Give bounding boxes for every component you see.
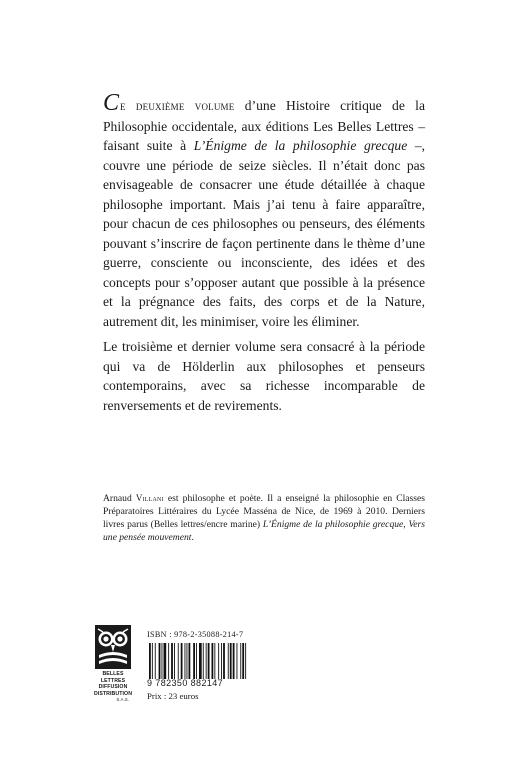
summary-text-b: –, couvre une période de seize siècles. Il n’était donc pas envisageable de consacrer une étude détaillée à chaque philosophe important. Mais j’ai tenu à faire apparaître, pour chacun de ces philosophes ou penseurs, des éléments pouvant s’inscrire de façon pertinente dans le thème d’une guerre, consciente ou inconsciente, des idées et des concepts pour s’opposer autant que possible à la présence et la prégnance des faits, des corps et de la Nature, autrement dit, les minimiser, voire les éliminer. <box>103 138 426 329</box>
summary-paragraph-1 <box>103 90 426 331</box>
barcode-bar <box>206 643 207 679</box>
bio-separator: , <box>403 519 409 530</box>
barcode-bar <box>237 643 238 679</box>
drop-cap: C <box>103 90 120 116</box>
barcode-bar <box>228 643 229 679</box>
barcode-bar <box>223 643 225 679</box>
barcode-bar <box>240 643 241 679</box>
publisher-name <box>91 671 135 704</box>
barcode <box>147 643 257 679</box>
isbn: ISBN : 978-2-35088-214-7 <box>147 630 244 639</box>
barcode-bar <box>152 643 153 679</box>
bio-book-1: L’Énigme de la philosophie grecque <box>262 519 404 530</box>
barcode-digits: 9 782350 882147 <box>147 678 224 688</box>
barcode-bar <box>168 643 169 679</box>
back-cover-footer <box>91 625 291 705</box>
summary-paragraph-2: Le troisième et dernier volume sera consacré à la période qui va de Hölderlin aux philosophes et penseurs contemporains, avec sa richesse incomparable de renversements et de revirements. <box>103 339 425 413</box>
barcode-bar <box>214 643 215 679</box>
barcode-bar <box>164 643 167 679</box>
publisher-logo <box>91 625 135 705</box>
author-first-name: Arnaud <box>103 493 136 504</box>
bio-end: . <box>191 532 194 543</box>
barcode-bar <box>155 643 156 679</box>
opening-smallcaps: e deuxième volume <box>120 99 235 113</box>
barcode-bar <box>159 643 161 679</box>
barcode-bar <box>208 643 210 679</box>
barcode-bar <box>193 643 195 679</box>
barcode-bar <box>221 643 222 679</box>
author-bio-paragraph <box>103 492 425 544</box>
barcode-bar <box>203 643 204 679</box>
barcode-bar <box>178 643 179 679</box>
barcode-bar <box>185 643 186 679</box>
book-title-italic: L’Énigme de la philosophie grecque <box>193 138 408 153</box>
publisher-line-3: DISTRIBUTION <box>93 690 133 697</box>
publisher-line-1: BELLES LETTRES <box>100 671 126 684</box>
price: Prix : 23 euros <box>147 691 199 701</box>
author-bio <box>103 492 425 544</box>
barcode-bar <box>149 643 151 679</box>
bio-text: est philosophe et poète. Il a enseigné la philosophie en Classes Préparatoires Littéraires du Lycée Masséna de Nice, de 1969 à 2010. Derniers livres parus (Belles lettres/encre marine) <box>103 493 426 530</box>
barcode-bar <box>187 643 188 679</box>
bio-book-2: Vers une pensée mouvement <box>103 519 426 543</box>
author-last-name: Villani <box>135 493 164 503</box>
barcode-bar <box>171 643 173 679</box>
barcode-bar <box>196 643 197 679</box>
barcode-bar <box>242 643 244 679</box>
barcode-bar <box>162 643 163 679</box>
barcode-bar <box>245 643 246 679</box>
barcode-bar <box>199 643 202 679</box>
publisher-line-4: S.A.S. <box>116 697 129 702</box>
barcode-bar <box>174 643 175 679</box>
barcode-bar <box>218 643 219 679</box>
barcode-bar <box>189 643 191 679</box>
barcode-bar <box>230 643 232 679</box>
barcode-bar <box>233 643 235 679</box>
summary-text <box>103 90 426 415</box>
barcode-bar <box>181 643 183 679</box>
summary-text-a: d’une Histoire critique de la Philosophie occidentale, aux éditions Les Belles Lettres – faisant suite à <box>103 98 425 153</box>
publisher-line-2: DIFFUSION <box>98 684 128 690</box>
owl-icon <box>95 625 131 669</box>
barcode-bar <box>212 643 214 679</box>
